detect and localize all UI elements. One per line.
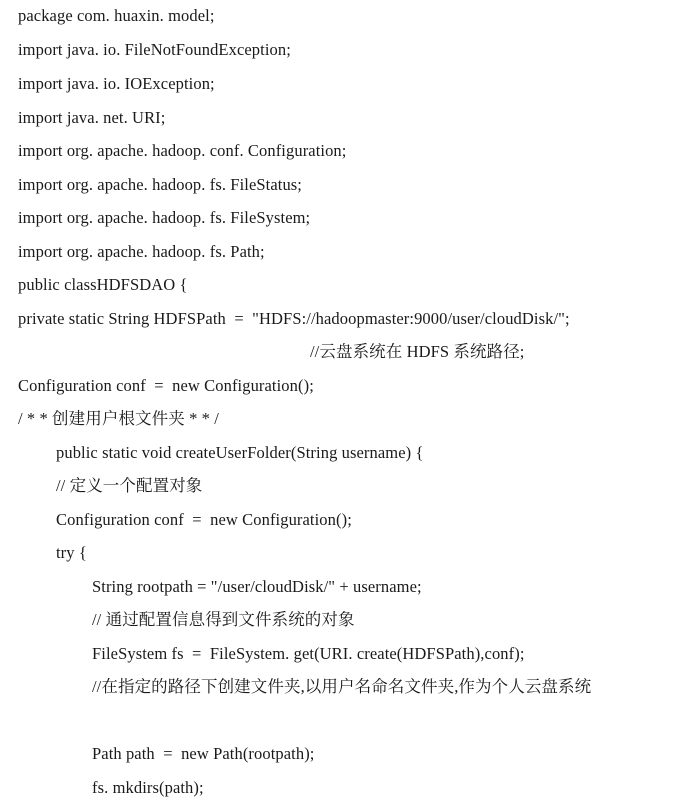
code-line-import: import org. apache. hadoop. conf. Configuration; [18, 141, 347, 160]
code-line-comment: //在指定的路径下创建文件夹,以用户名命名文件夹,作为个人云盘系统 [92, 677, 592, 696]
code-line-import: import java. io. IOException; [18, 74, 215, 93]
code-line-statement: Configuration conf = new Configuration(); [56, 510, 352, 529]
code-line-import: import java. net. URI; [18, 108, 166, 127]
code-line-class-decl: public classHDFSDAO { [18, 275, 188, 294]
code-line-statement: Path path = new Path(rootpath); [92, 744, 315, 763]
code-line-statement: String rootpath = "/user/cloudDisk/" + username; [92, 577, 422, 596]
code-line-field: Configuration conf = new Configuration(); [18, 376, 314, 395]
code-line-statement: FileSystem fs = FileSystem. get(URI. create(HDFSPath),conf); [92, 644, 525, 663]
code-line-comment: / * * 创建用户根文件夹 * * / [18, 409, 219, 428]
code-line-comment: // 通过配置信息得到文件系统的对象 [92, 610, 355, 629]
code-line-comment: //云盘系统在 HDFS 系统路径; [310, 342, 525, 361]
code-line-import: import java. io. FileNotFoundException; [18, 40, 291, 59]
code-line-package: package com. huaxin. model; [18, 6, 215, 25]
code-line-try: try { [56, 543, 87, 562]
code-line-import: import org. apache. hadoop. fs. FileStatus; [18, 175, 302, 194]
code-line-comment: // 定义一个配置对象 [56, 476, 203, 495]
code-line-import: import org. apache. hadoop. fs. Path; [18, 242, 265, 261]
code-line-field: private static String HDFSPath = "HDFS://hadoopmaster:9000/user/cloudDisk/"; [18, 309, 570, 328]
code-line-statement: fs. mkdirs(path); [92, 778, 204, 797]
code-line-method-decl: public static void createUserFolder(String username) { [56, 443, 424, 462]
code-line-import: import org. apache. hadoop. fs. FileSystem; [18, 208, 311, 227]
